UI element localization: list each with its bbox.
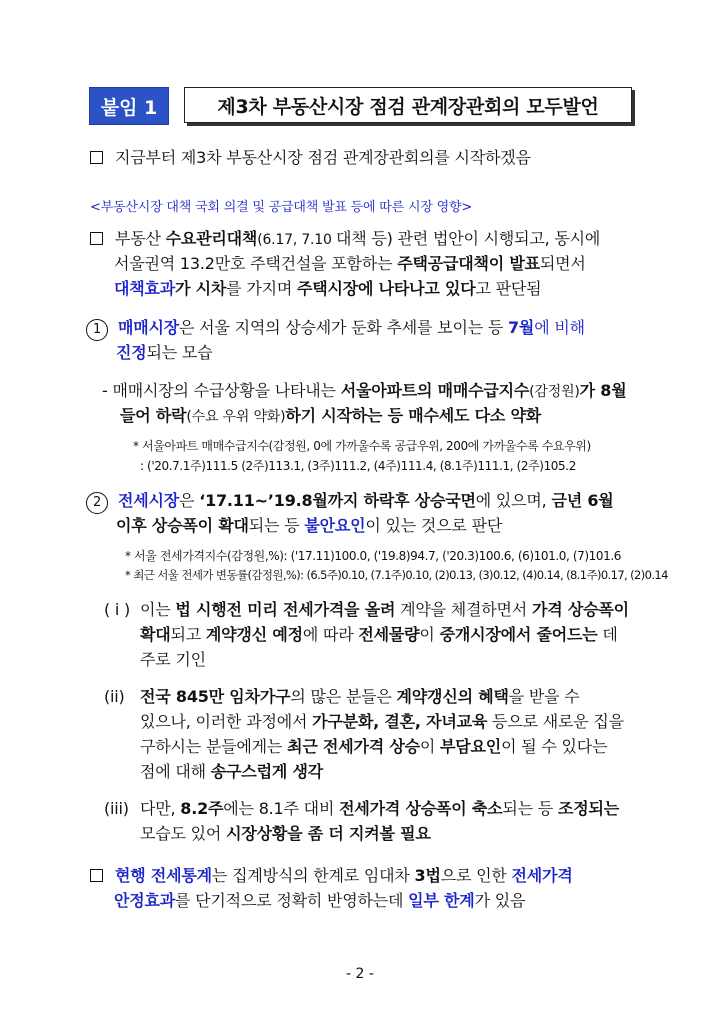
sub-ii-line1: (ii) 전국 845만 임차가구의 많은 분들은 계약갱신의 혜택을 받을 수 xyxy=(104,687,580,706)
item1-sub-line1: - 매매시장의 수급상황을 나타내는 서울아파트의 매매수급지수(감정원)가 8월 xyxy=(102,381,627,400)
opening-line: 지금부터 제3차 부동산시장 점검 관계장관회의를 시작하겠음 xyxy=(90,148,531,168)
sub-i-line3: 주로 기인 xyxy=(140,650,206,669)
sub-ii-line2: 있으나, 이러한 과정에서 가구분화, 결혼, 자녀교육 등으로 새로운 집을 xyxy=(140,712,624,731)
sub-i-line1: ( i ) 이는 법 시행전 미리 전세가격을 올려 계약을 체결하면서 가격 상승폭이 xyxy=(104,600,629,619)
item1-note1: * 서울아파트 매매수급지수(감정원, 0에 가까울수록 공급우위, 200에 가까울수록 수요우위) xyxy=(133,439,591,453)
item1-line1: 1 매매시장은 서울 지역의 상승세가 둔화 추세를 보이는 등 7월에 비해 xyxy=(86,318,585,341)
sub-iii-line2: 모습도 있어 시장상황을 좀 더 지켜볼 필요 xyxy=(140,824,431,843)
item2-note1: * 서울 전세가격지수(감정원,%): ('17.11)100.0, ('19.8)94.7, ('20.3)100.6, (6)101.0, (7)101.6 xyxy=(125,549,622,563)
sub-ii-line4: 점에 대해 송구스럽게 생각 xyxy=(140,762,323,781)
para1-line3: 대책효과가 시차를 가지며 주택시장에 나타나고 있다고 판단됨 xyxy=(114,279,542,298)
item1-sub-line2: 들어 하락(수요 우위 약화)하기 시작하는 등 매수세도 다소 약화 xyxy=(120,406,542,425)
sub-i-line2: 확대되고 계약갱신 예정에 따라 전세물량이 중개시장에서 줄어드는 데 xyxy=(140,625,618,644)
closing-line2: 안정효과를 단기적으로 정확히 반영하는데 일부 한계가 있음 xyxy=(114,891,526,910)
item1-note2: : ('20.7.1주)111.5 (2주)113.1, (3주)111.2, (4주)111.4, (8.1주)111.1, (2주)105.2 xyxy=(140,459,576,473)
para1-line1: 부동산 수요관리대책(6.17, 7.10 대책 등) 관련 법안이 시행되고, 동시에 xyxy=(90,229,600,250)
document-title: 제3차 부동산시장 점검 관계장관회의 모두발언 xyxy=(184,87,632,123)
sub-iii-line1: (iii) 다만, 8.2주에는 8.1주 대비 전세가격 상승폭이 축소되는 등 조정되는 xyxy=(104,799,619,818)
circled-number-1: 1 xyxy=(86,319,108,341)
square-bullet-icon xyxy=(90,869,103,882)
para1-line2: 서울권역 13.2만호 주택건설을 포함하는 주택공급대책이 발표되면서 xyxy=(114,254,586,273)
square-bullet-icon xyxy=(90,151,103,164)
circled-number-2: 2 xyxy=(86,492,108,514)
item2-note2: * 최근 서울 전세가 변동률(감정원,%): (6.5주)0.10, (7.1주)0.10, (2)0.13, (3)0.12, (4)0.14, (8.1주)0.17, (2)0.14 xyxy=(125,568,668,582)
item2-line2: 이후 상승폭이 확대되는 등 불안요인이 있는 것으로 판단 xyxy=(116,516,503,535)
sub-ii-line3: 구하시는 분들에게는 최근 전세가격 상승이 부담요인이 될 수 있다는 xyxy=(140,737,608,756)
page-number: - 2 - xyxy=(346,966,374,982)
square-bullet-icon xyxy=(90,232,103,245)
item2-line1: 2 전세시장은 ‘17.11~’19.8월까지 하락후 상승국면에 있으며, 금년 6월 xyxy=(86,491,614,514)
item1-line2: 진정되는 모습 xyxy=(116,343,213,362)
section-heading: <부동산시장 대책 국회 의결 및 공급대책 발표 등에 따른 시장 영향> xyxy=(90,200,473,215)
closing-line1: 현행 전세통계는 집계방식의 한계로 임대차 3법으로 인한 전세가격 xyxy=(90,866,573,886)
attachment-badge: 붙임 1 xyxy=(89,87,169,125)
